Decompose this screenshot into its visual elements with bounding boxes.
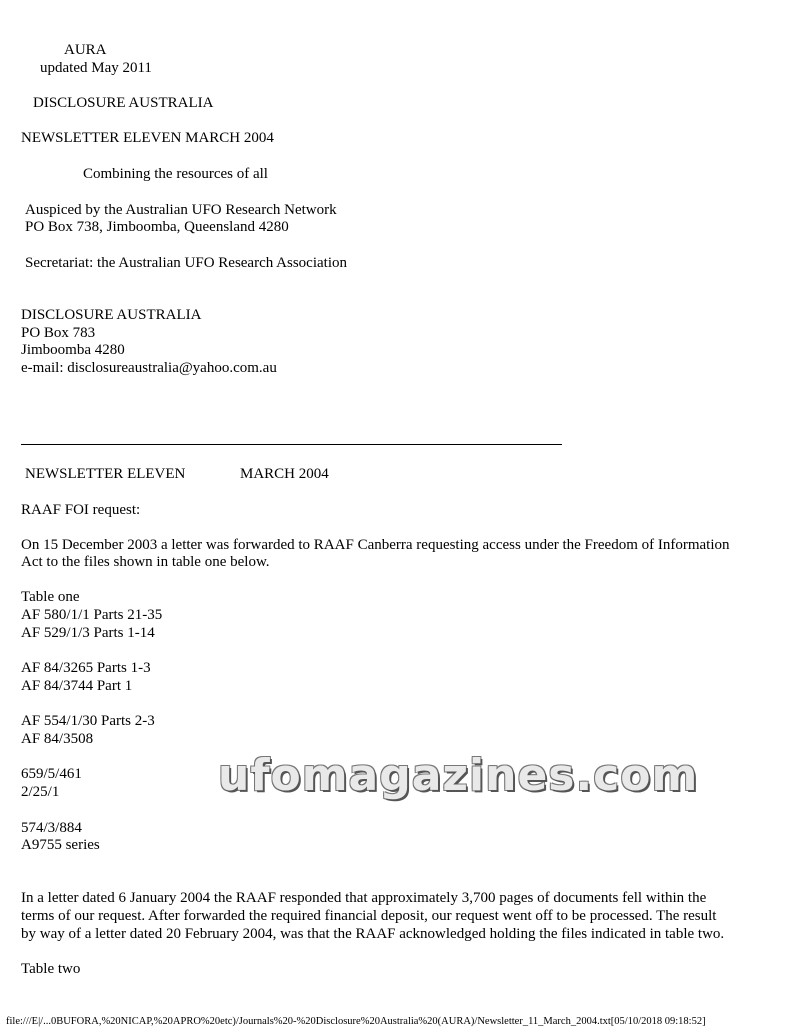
table-one-item: 659/5/461 <box>21 766 82 782</box>
table-one-item: AF 84/3265 Parts 1-3 <box>21 660 151 676</box>
watermark: ufomagazines.com <box>218 750 699 801</box>
table-one-item: AF 580/1/1 Parts 21-35 <box>21 607 163 623</box>
org-name: AURA <box>64 42 107 58</box>
auspiced-line: Auspiced by the Australian UFO Research Network <box>25 202 337 218</box>
file-path-footer: file:///E|/...0BUFORA,%20NICAP,%20APRO%20etc)/Journals%20-%20Disclosure%20Australia%20(AURA)/Newsletter_11_March_2004.txt[05/10/2018 09:18:52] <box>6 1016 706 1027</box>
table-one-item: 574/3/884 <box>21 820 82 836</box>
table-one-item: AF 84/3508 <box>21 731 94 747</box>
paragraph-1-line-1: On 15 December 2003 a letter was forwarded to RAAF Canberra requesting access under the Freedom of Information <box>21 537 730 553</box>
section-title: RAAF FOI request: <box>21 502 141 518</box>
secretariat-line: Secretariat: the Australian UFO Research Association <box>25 255 347 271</box>
issue-label: NEWSLETTER ELEVEN <box>25 466 186 482</box>
page-title: DISCLOSURE AUSTRALIA <box>33 95 214 111</box>
address-name: DISCLOSURE AUSTRALIA <box>21 307 202 323</box>
address-box: PO Box 783 <box>21 325 96 341</box>
paragraph-2-line-3: by way of a letter dated 20 February 2004, was that the RAAF acknowledged holding the files indicated in table two. <box>21 926 725 942</box>
updated-date: updated May 2011 <box>40 60 152 76</box>
table-one-item: AF 554/1/30 Parts 2-3 <box>21 713 155 729</box>
horizontal-rule <box>21 444 562 445</box>
table-one-item: 2/25/1 <box>21 784 60 800</box>
address-email: e-mail: disclosureaustralia@yahoo.com.au <box>21 360 277 376</box>
paragraph-1-line-2: Act to the files shown in table one below. <box>21 554 270 570</box>
paragraph-2-line-2: terms of our request. After forwarded the required financial deposit, our request went off to be processed. The result <box>21 908 717 924</box>
paragraph-2-line-1: In a letter dated 6 January 2004 the RAAF responded that approximately 3,700 pages of documents fell within the <box>21 890 707 906</box>
table-two-title: Table two <box>21 961 81 977</box>
table-one-item: AF 84/3744 Part 1 <box>21 678 133 694</box>
address-town: Jimboomba 4280 <box>21 342 125 358</box>
newsletter-heading: NEWSLETTER ELEVEN MARCH 2004 <box>21 130 274 146</box>
table-one-item: A9755 series <box>21 837 100 853</box>
issue-date: MARCH 2004 <box>240 466 329 482</box>
table-one-title: Table one <box>21 589 80 605</box>
tagline: Combining the resources of all <box>83 166 268 182</box>
table-one-item: AF 529/1/3 Parts 1-14 <box>21 625 155 641</box>
po-box-line: PO Box 738, Jimboomba, Queensland 4280 <box>25 219 289 235</box>
